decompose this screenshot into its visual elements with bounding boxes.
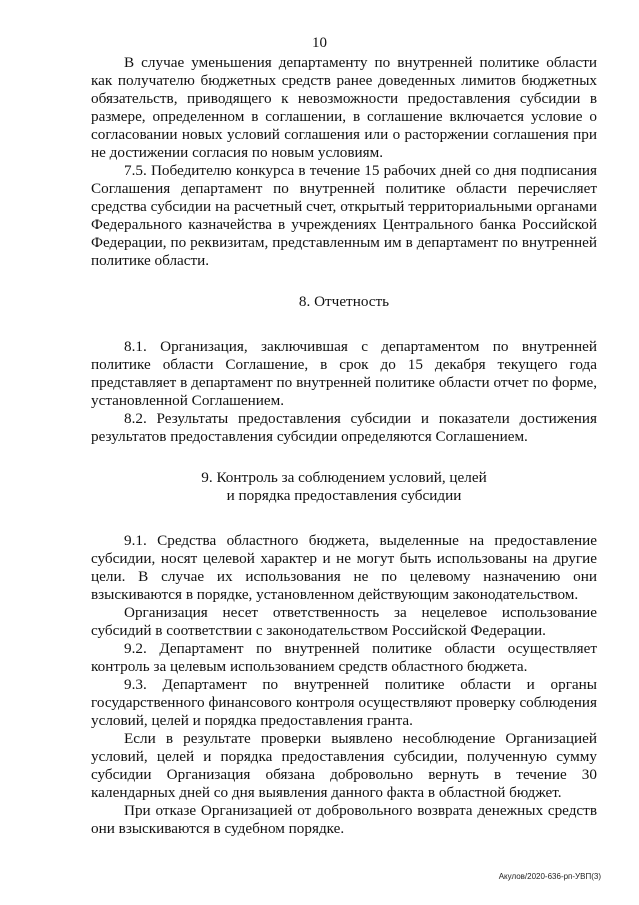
page-number: 10 — [312, 35, 327, 51]
section-heading-9-line-2: и порядка предоставления субсидии — [226, 487, 462, 504]
section-heading-9 — [91, 469, 597, 505]
paragraph-9-2: 9.2. Департамент по внутренней политике области осуществляет контроль за целевым использованием средств областного бюджета. — [91, 640, 597, 675]
section-heading-9-line-1: 9. Контроль за соблюдением условий, целей — [201, 469, 487, 486]
paragraph-court-recovery: При отказе Организацией от добровольного возврата денежных средств они взыскиваются в судебном порядке. — [91, 802, 597, 837]
paragraph-responsibility: Организация несет ответственность за нецелевое использование субсидий в соответствии с законодательством Российской Федерации. — [91, 604, 597, 639]
document-code: Акулов/2020-636-рп-УВП(3) — [498, 872, 601, 881]
paragraph-8-1: 8.1. Организация, заключившая с департаментом по внутренней политике области Соглашение, в срок до 15 декабря текущего года представляет в департамент по внутренней политике области отчет по форме, установленной Соглашением. — [91, 338, 597, 409]
paragraph-8-2: 8.2. Результаты предоставления субсидии и показатели достижения результатов предоставления субсидии определяются Соглашением. — [91, 410, 597, 445]
paragraph-9-1: 9.1. Средства областного бюджета, выделенные на предоставление субсидии, носят целевой характер и не могут быть использованы на другие цели. В случае их использования не по целевому назначению они взыскиваются в порядке, установленном действующим законодательством. — [91, 532, 597, 603]
paragraph-7-5: 7.5. Победителю конкурса в течение 15 рабочих дней со дня подписания Соглашения департамент по внутренней политике области перечисляет средства субсидии на расчетный счет, открытый территориальными органами Федерального казначейства в учреждениях Центрального банка Российской Федерации, по реквизитам, представленным им в департамент по внутренней политике области. — [91, 162, 597, 269]
section-heading-8: 8. Отчетность — [298, 293, 390, 310]
section-gap — [91, 270, 597, 293]
section-gap — [91, 446, 597, 469]
section-gap — [91, 311, 597, 338]
section-gap — [91, 505, 597, 532]
document-body — [91, 54, 597, 838]
paragraph-budget-limits: В случае уменьшения департаменту по внутренней политике области как получателю бюджетных средств ранее доведенных лимитов бюджетных обязательств, приводящего к невозможности предоставления субсидии в размере, определенном в соглашении, в соглашение включается условие о согласовании новых условий соглашения или о расторжении соглашения при не достижении согласия по новым условиям. — [91, 54, 597, 161]
paragraph-9-3: 9.3. Департамент по внутренней политике области и органы государственного финансового контроля осуществляют проверку соблюдения условий, целей и порядка предоставления гранта. — [91, 676, 597, 729]
paragraph-violation-refund: Если в результате проверки выявлено несоблюдение Организацией условий, целей и порядка предоставления субсидии, полученную сумму субсидии Организация обязана добровольно вернуть в течение 30 календарных дней со дня выявления данного факта в областной бюджет. — [91, 730, 597, 801]
